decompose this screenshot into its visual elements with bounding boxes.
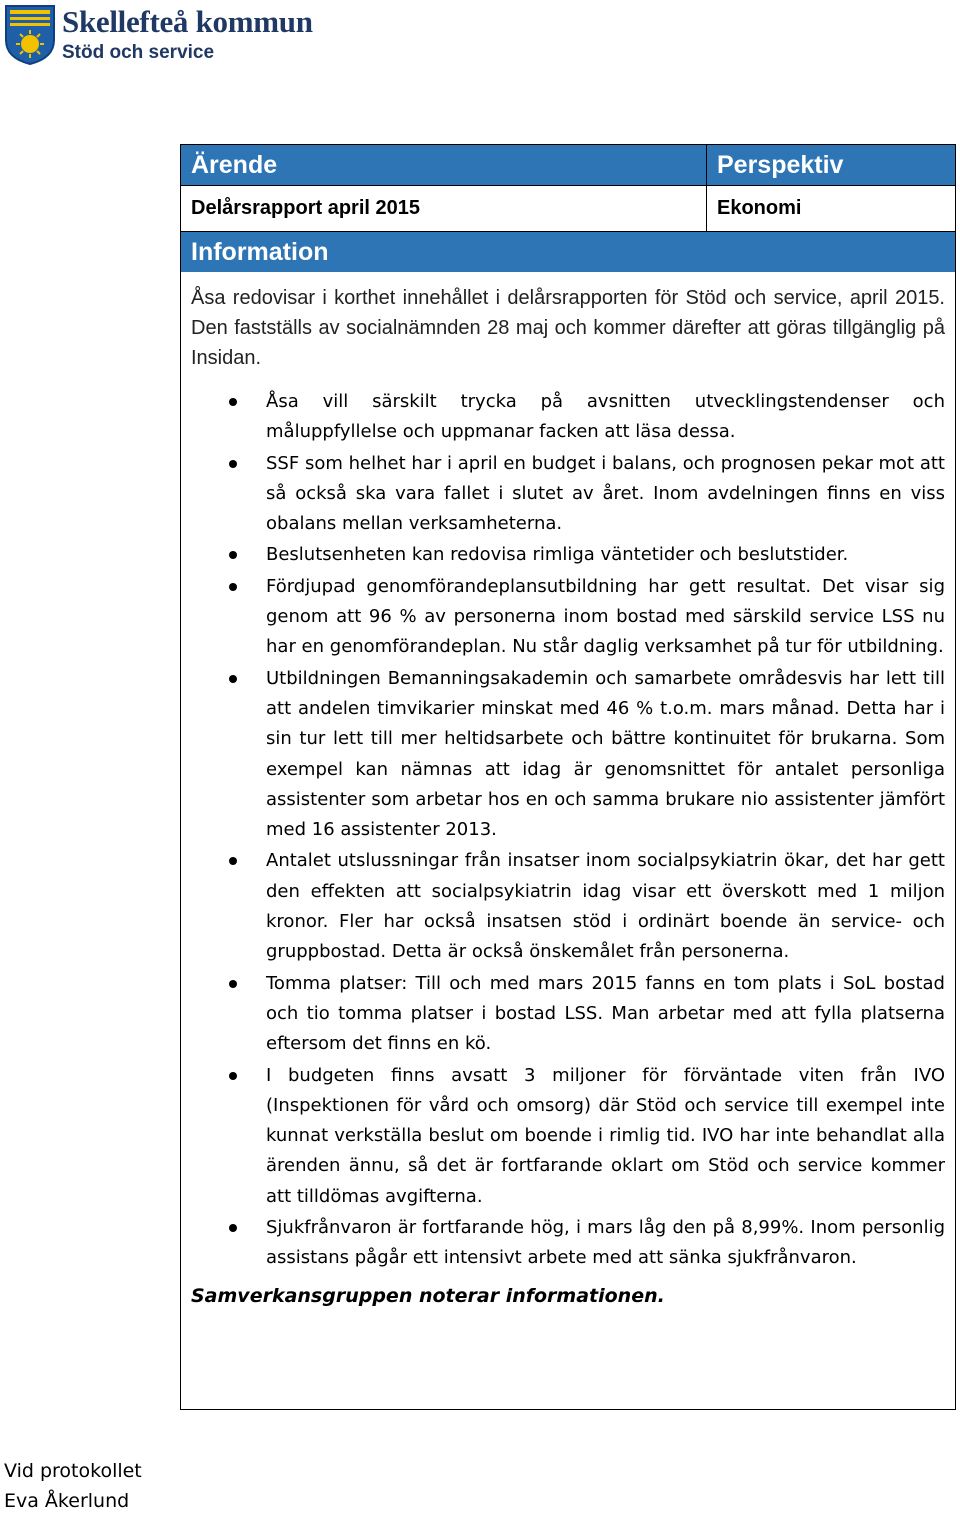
list-item bbox=[191, 664, 945, 846]
list-item bbox=[191, 1213, 945, 1274]
report-table bbox=[180, 144, 956, 1410]
list-item-text: Tomma platser: Till och med mars 2015 fanns en tom plats i SoL bostad och tio tomma platser i bostad LSS. Man arbetar med att fylla platserna eftersom det finns en kö. bbox=[266, 972, 945, 1055]
list-item bbox=[191, 846, 945, 967]
list-item bbox=[191, 1061, 945, 1212]
coat-of-arms-icon bbox=[4, 4, 56, 66]
bullet-icon bbox=[229, 551, 237, 559]
bullet-icon bbox=[229, 857, 237, 865]
secretary-name: Eva Åkerlund bbox=[4, 1490, 130, 1512]
organization-name: Skellefteå kommun bbox=[62, 4, 313, 39]
bullet-icon bbox=[229, 1072, 237, 1080]
list-item-text: Utbildningen Bemanningsakademin och samarbete områdesvis har lett till att andelen timvikarier minskat med 46 % t.o.m. mars månad. Detta har i sin tur lett till mer heltidsarbete och bättre kontinuitet för brukarna. Som exempel kan nämnas att idag är genomsnittet för antalet personliga assistenter som arbetar hos en och samma brukare nio assistenter jämfört med 16 assistenter 2013. bbox=[266, 667, 945, 841]
list-item-text: Beslutsenheten kan redovisa rimliga väntetider och beslutstider. bbox=[266, 544, 849, 566]
bullet-icon bbox=[229, 398, 237, 406]
list-item-text: I budgeten finns avsatt 3 miljoner för förväntade viten från IVO (Inspektionen för vård och omsorg) där Stöd och service till exempel inte kunnat verkställa beslut om boende i rimlig tid. IVO har inte behandlat alla ärenden ännu, så det är fortfarande oklart om Stöd och service kommer att tilldömas avgifterna. bbox=[266, 1064, 945, 1207]
bullet-icon bbox=[229, 675, 237, 683]
signature-block bbox=[4, 1456, 142, 1514]
intro-paragraph: Åsa redovisar i korthet innehållet i delårsrapporten för Stöd och service, april 2015. Den fastställs av socialnämnden 28 maj och kommer därefter att göras tillgänglig på Insidan. bbox=[191, 287, 945, 369]
bullet-list bbox=[191, 387, 945, 1274]
arende-value: Delårsrapport april 2015 bbox=[191, 197, 420, 219]
list-item bbox=[191, 572, 945, 663]
arende-label: Ärende bbox=[191, 150, 278, 179]
bullet-icon bbox=[229, 980, 237, 988]
information-label: Information bbox=[191, 237, 329, 266]
bullet-icon bbox=[229, 1224, 237, 1232]
information-band bbox=[181, 232, 955, 272]
list-item-text: Fördjupad genomförandeplansutbildning har gett resultat. Det visar sig genom att 96 % av personerna inom bostad med särskild service LSS nu har en genomförandeplan. Nu står daglig verksamhet på tur för utbildning. bbox=[266, 575, 945, 658]
list-item bbox=[191, 387, 945, 448]
protocol-label: Vid protokollet bbox=[4, 1460, 142, 1482]
list-item bbox=[191, 449, 945, 540]
information-content bbox=[191, 283, 945, 1307]
organization-department: Stöd och service bbox=[62, 42, 215, 63]
list-item-text: Åsa vill särskilt trycka på avsnitten utvecklingstendenser och måluppfyllelse och uppmanar facken att läsa dessa. bbox=[266, 391, 945, 443]
bullet-icon bbox=[229, 583, 237, 591]
closing-statement: Samverkansgruppen noterar informationen. bbox=[191, 1284, 665, 1307]
municipality-logo bbox=[4, 4, 364, 70]
list-item-text: Sjukfrånvaron är fortfarande hög, i mars låg den på 8,99%. Inom personlig assistans pågår ett intensivt arbete med att sänka sjukfrånvaron. bbox=[266, 1217, 945, 1269]
bullet-icon bbox=[229, 460, 237, 468]
perspektiv-label: Perspektiv bbox=[717, 150, 844, 179]
list-item-text: SSF som helhet har i april en budget i balans, och prognosen pekar mot att så också ska vara fallet i slutet av året. Inom avdelningen finns en viss obalans mellan verksamheterna. bbox=[266, 452, 945, 535]
values-row bbox=[181, 186, 955, 231]
header-band bbox=[181, 145, 955, 185]
column-divider bbox=[706, 145, 707, 231]
perspektiv-value: Ekonomi bbox=[717, 197, 802, 219]
list-item bbox=[191, 540, 945, 570]
list-item-text: Antalet utslussningar från insatser inom socialpsykiatrin ökar, det har gett den effekten att socialpsykiatrin idag visar ett överskott med 1 miljon kronor. Fler har också insatsen stöd i ordinärt boende än service- och gruppbostad. Detta är också önskemålet från personerna. bbox=[266, 850, 945, 963]
list-item bbox=[191, 969, 945, 1060]
